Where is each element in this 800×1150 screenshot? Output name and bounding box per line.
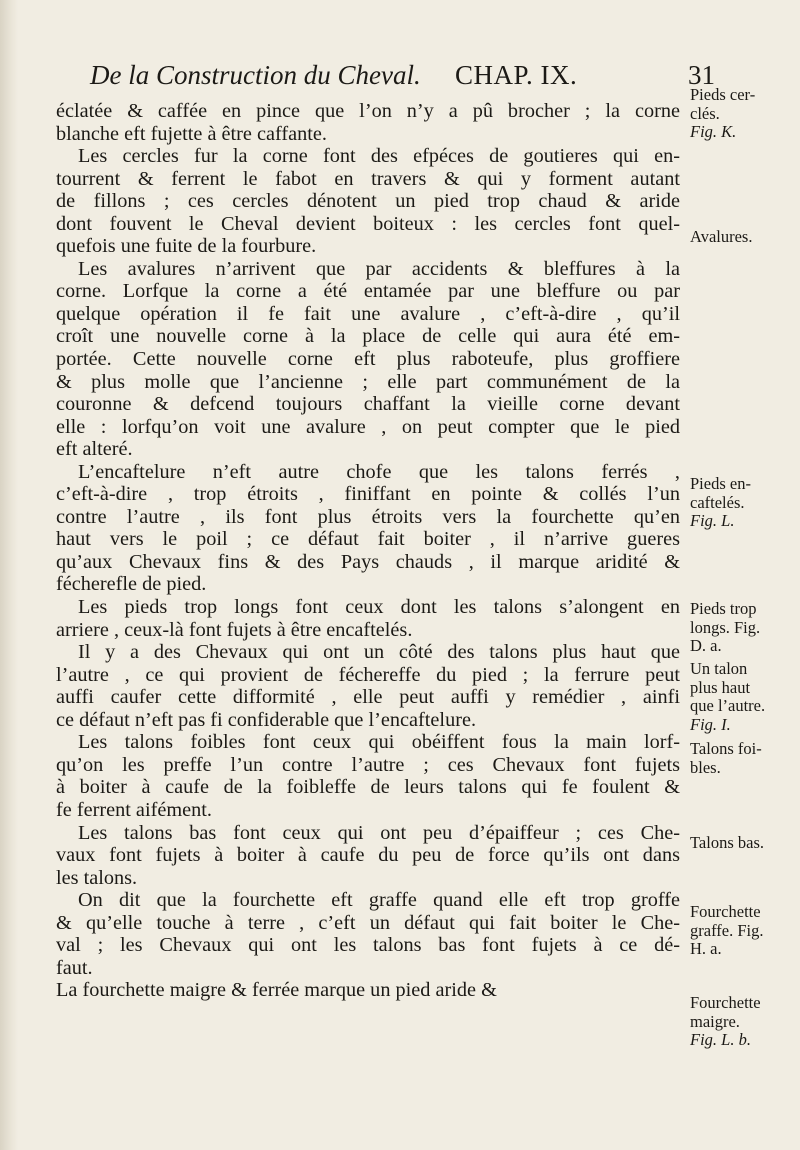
note-line: graffe. Fig. <box>690 920 764 940</box>
text-line: Les cercles fur la corne font des efpéces de goutieres qui en- <box>78 145 680 168</box>
note-line: Talons foi- <box>690 739 762 758</box>
note-line: Un talon <box>690 659 748 678</box>
page-gutter-shadow <box>0 0 18 1150</box>
note-line: Talons bas. <box>690 833 765 852</box>
text-line: Les talons bas font ceux qui ont peu d’épaiffeur ; ces Che- <box>78 821 680 844</box>
margin-note <box>690 228 798 247</box>
note-line: bles. <box>690 757 721 777</box>
body-text <box>56 100 680 1002</box>
running-header <box>90 60 715 98</box>
text-line: vaux font fujets à boiter à caufe du peu de force qu’ils ont dans <box>56 844 680 867</box>
text-line: fécherefle de pied. <box>56 573 207 596</box>
text-line: Les avalures n’arrivent que par accidents & bleffures à la <box>78 257 680 280</box>
text-line: dont fouvent le Cheval devient boiteux : les cercles font quel- <box>56 212 680 235</box>
text-line: les talons. <box>56 866 138 889</box>
note-line: Pieds en- <box>690 474 751 493</box>
note-line: plus haut <box>690 677 751 697</box>
note-line: clés. <box>690 103 720 123</box>
text-line: elle : lorfqu’on voit une avalure , on peut compter que le pied <box>56 415 680 438</box>
text-line: eft alteré. <box>56 438 133 461</box>
text-line: ce défaut n’eft pas fi confiderable que l’encaftelure. <box>56 708 477 731</box>
text-line: tourrent & ferrent le fabot en travers & qui y forment autant <box>56 167 680 190</box>
text-line: éclatée & caffée en pince que l’on n’y a pû brocher ; la corne <box>56 100 680 122</box>
text-line: & qu’elle touche à terre , c’eft un défaut qui fait boiter le Che- <box>56 911 680 934</box>
text-line: fe ferrent aifément. <box>56 798 212 821</box>
text-line: On dit que la fourchette eft graffe quand elle eft trop groffe <box>78 889 680 912</box>
note-figure-ref: Fig. L. <box>690 511 735 530</box>
text-line: quefois une fuite de la fourbure. <box>56 235 317 258</box>
text-line: contre l’autre , ils font plus étroits vers la fourchette qu’en <box>56 505 680 528</box>
note-line: Pieds cer- <box>690 85 756 104</box>
text-line: Les talons foibles font ceux qui obéiffent fous la main lorf- <box>78 731 680 754</box>
margin-note <box>690 475 798 531</box>
text-line: Il y a des Chevaux qui ont un côté des talons plus haut que <box>78 641 680 664</box>
text-line: croît une nouvelle corne à la place de celle qui aura été em- <box>56 325 680 348</box>
chapter-label: CHAP. IX. <box>455 60 578 90</box>
note-line: Fourchette <box>690 902 761 921</box>
margin-note <box>690 740 798 777</box>
margin-note <box>690 834 798 853</box>
text-line: L’encaftelure n’eft autre chofe que les talons ferrés , <box>78 460 680 483</box>
text-line: Les pieds trop longs font ceux dont les talons s’alongent en <box>78 596 680 619</box>
text-line: l’autre , ce qui provient de féchereffe du pied ; la ferrure peut <box>56 663 680 686</box>
note-line: H. a. <box>690 939 722 958</box>
text-line: La fourchette maigre & ferrée marque un pied aride & <box>56 979 497 1002</box>
text-line: auffi caufer cette difformité , elle peut auffi y remédier , ainfi <box>56 686 680 709</box>
margin-note <box>690 600 798 656</box>
text-line: de fillons ; ces cercles dénotent un pied trop chaud & aride <box>56 190 680 213</box>
text-line: arriere , ceux-là font fujets à être encaftelés. <box>56 618 413 641</box>
note-line: Pieds trop <box>690 599 757 618</box>
text-line: portée. Cette nouvelle corne eft plus raboteufe, plus groffiere <box>56 348 680 371</box>
note-line: Fourchette <box>690 993 761 1012</box>
text-line: & plus molle que l’ancienne ; elle part communément de la <box>56 370 680 393</box>
running-title: De la Construction du Cheval. <box>90 60 421 90</box>
text-line: qu’aux Chevaux fins & des Pays chauds , il marque aridité & <box>56 550 680 573</box>
text-line: c’eft-à-dire , trop étroits , finiffant en pointe & collés l’un <box>56 483 680 506</box>
note-figure-ref: Fig. L. b. <box>690 1030 751 1049</box>
note-figure-ref: Fig. K. <box>690 122 737 141</box>
text-line: quelque opération il fe fait une avalure , c’eft-à-dire , qu’il <box>56 302 680 325</box>
note-line: maigre. <box>690 1011 740 1031</box>
text-line: corne. Lorfque la corne a été entamée par une bleffure ou par <box>56 280 680 303</box>
note-line: caftelés. <box>690 492 745 512</box>
text-line: couronne & defcend toujours chaffant la vieille corne devant <box>56 393 680 416</box>
note-figure-ref: Fig. I. <box>690 714 731 734</box>
margin-note <box>690 903 798 959</box>
text-line: blanche eft fujette à être caffante. <box>56 122 327 145</box>
text-line: haut vers le poil ; ce défaut fait boiter , il n’arrive gueres <box>56 528 680 551</box>
margin-note <box>690 994 798 1050</box>
margin-note <box>690 660 798 734</box>
note-line: Avalures. <box>690 227 753 246</box>
margin-note <box>690 86 798 142</box>
text-line: à boiter à caufe de la foibleffe de leurs talons qui fe foulent & <box>56 776 680 799</box>
text-line: qu’on les preffe l’un contre l’autre ; ces Chevaux font fujets <box>56 753 680 776</box>
note-line: que l’autre. <box>690 696 766 715</box>
text-line: faut. <box>56 956 93 979</box>
note-line: longs. Fig. <box>690 617 761 637</box>
text-line: val ; les Chevaux qui ont les talons bas font fujets à ce dé- <box>56 934 680 957</box>
page-number: 31 <box>688 60 715 90</box>
note-line: D. a. <box>690 636 722 655</box>
